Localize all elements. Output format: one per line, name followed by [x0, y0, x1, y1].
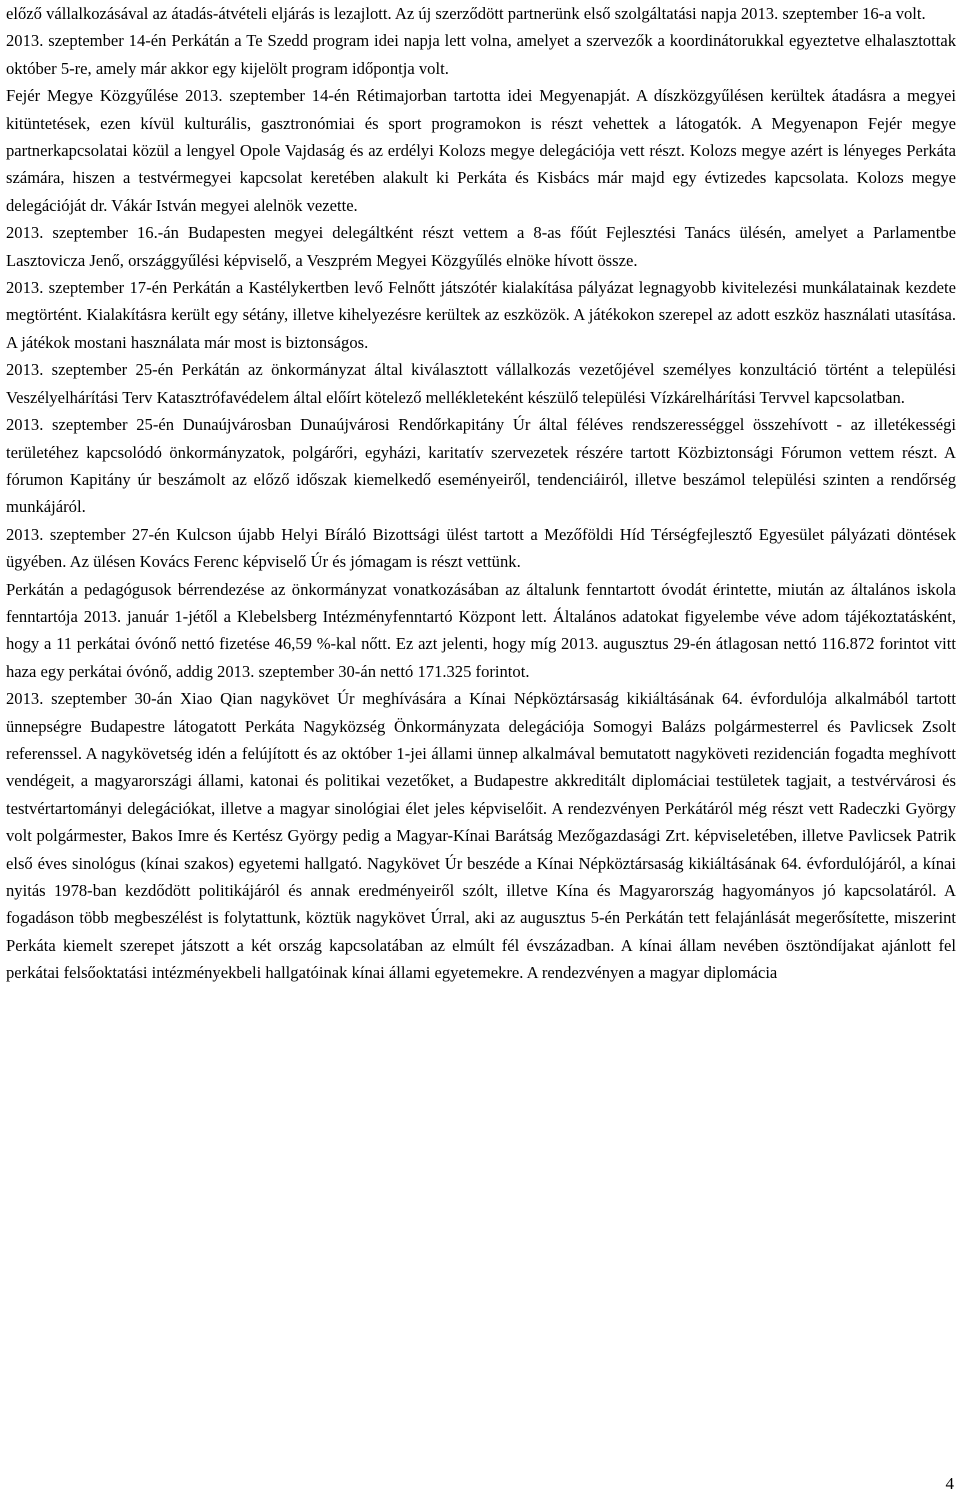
paragraph-adult-playground: 2013. szeptember 17-én Perkátán a Kastélykertben levő Felnőtt játszótér kialakítása pályázat legnagyobb kivitelezési munkálatainak kezdete megtörtént. Kialakításra került egy sétány, illetve kihelyezésre kerültek az eszközök. A játékokon szerepel az adott eszköz használati utasítása. A játékok mostani használata már most is biztonságos.: [6, 278, 956, 352]
page-number: 4: [945, 1474, 954, 1493]
paragraph-hazard-plan: 2013. szeptember 25-én Perkátán az önkormányzat által kiválasztott vállalkozás vezetőjével személyes konzultáció történt a települési Veszélyelhárítási Terv Katasztrófavédelem által előírt kötelező mellékleteként készülő települési Vízkárelhárítási Tervvel kapcsolatban.: [6, 360, 956, 407]
paragraph-te-szedd: 2013. szeptember 14-én Perkátán a Te Szedd program idei napja lett volna, amelyet a szervezők a koordinátorukkal egyeztetve elhalasztottak október 5-re, amely már akkor egy kijelölt program időpontja volt.: [6, 31, 956, 78]
paragraph-review-committee: 2013. szeptember 27-én Kulcson újabb Helyi Bíráló Bizottsági ülést tartott a Mezőföldi Híd Térségfejlesztő Egyesület pályázati döntések ügyében. Az ülésen Kovács Ferenc képviselő Úr és jómagam is részt vettünk.: [6, 524, 956, 572]
paragraph-teacher-salaries: Perkátán a pedagógusok bérrendezése az önkormányzat vonatkozásában az általunk fenntartott óvodát érintette, miután az általános iskola fenntartója 2013. január 1-jétől a Klebelsberg Intézményfenntartó Központ lett. Általános adatokat figyelembe véve adom tájékoztatásként, hogy a 11 perkátai óvónő nettó fizetése 46,59 %-kal nőtt. Ez azt jelenti, hogy míg 2013. augusztus 29-én átlagosan nettó 116.872 forintot vitt haza egy perkátai óvónő, addig 2013. szeptember 30-án nettó 171.325 forintot.: [6, 579, 956, 681]
document-page: [6, 0, 956, 987]
paragraph-chinese-embassy: 2013. szeptember 30-án Xiao Qian nagykövet Úr meghívására a Kínai Népköztársaság kikiáltásának 64. évfordulója alkalmából tartott ünnepségre Budapestre látogatott Perkáta Nagyközség Önkormányzata delegációja Somogyi Balázs polgármesterrel és Pavlicsek Zsolt referenssel. A nagykövetség idén a felújított és az október 1-jei állami ünnep alkalmával bemutatott nagyköveti rezidencián fogadta meghívott vendégeit, a magyarországi állami, katonai és politikai vezetőket, a Budapestre akkreditált diplomáciai testületek tagjait, a testvérvárosi és testvértartományi delegációkat, illetve a magyar sinológiai élet jeles képviselőit. A rendezvényen Perkátáról még részt vett Radeczki György volt polgármester, Bakos Imre és Kertész György pedig a Magyar-Kínai Barátság Mezőgazdasági Zrt. képviseletében, illetve Pavlicsek Patrik első éves sinológus (kínai szakos) egyetemi hallgató. Nagykövet Úr beszéde a Kínai Népköztársaság kikiáltásának 64. évfordulójáról, a kínai nyitás 1978-ban kezdődött politikájáról és annak eredményeiről szólt, illetve Kína és Magyarország hagyományos jó kapcsolatáról. A fogadáson több megbeszélést is folytattunk, köztük nagykövet Úrral, aki az augusztus 5-én Perkátán tett felajánlását megerősítette, miszerint Perkáta kiemelt szerepet játszott a két ország kapcsolatában az elmúlt fél évszázadban. A kínai állam nevében ösztöndíjakat ajánlott fel perkátai felsőoktatási intézményekbeli hallgatóinak kínai állami egyetemekre. A rendezvényen a magyar diplomácia: [6, 689, 956, 983]
paragraph-route-8-council: 2013. szeptember 16.-án Budapesten megyei delegáltként részt vettem a 8-as főút Fejlesztési Tanács ülésén, amelyet a Parlamentbe Lasztovicza Jenő, országgyűlési képviselő, a Veszprém Megyei Közgyűlés elnöke hívott össze.: [6, 223, 956, 270]
paragraph-security-forum: 2013. szeptember 25-én Dunaújvárosban Dunaújvárosi Rendőrkapitány Úr által féléves rendszerességgel összehívott - az illetékességi területéhez kapcsolódó önkormányzatok, polgárőri, egyházi, karitatív szervezetek részére tartott Közbiztonsági Fórumon vettem részt. A fórumon Kapitány úr beszámolt az előző időszak kiemelkedő eseményeiről, tendenciáiról, illetve beszámol települési szinten a rendőrség munkájáról.: [6, 415, 956, 517]
paragraph-county-day: Fejér Megye Közgyűlése 2013. szeptember 14-én Rétimajorban tartotta idei Megyenapját. A díszközgyűlésen kerültek átadásra a megyei kitüntetések, ezen kívül kulturális, gasztronómiai és sport programokon is részt vehettek a látogatók. A Megyenapon Fejér megye partnerkapcsolatai közül a lengyel Opole Vajdaság és az erdélyi Kolozs megye delegációja vett részt. Kolozs megye azért is lényeges Perkáta számára, hiszen a testvérmegyei kapcsolat keretében alakult ki Perkáta és Kisbács már majd egy évtizedes kapcsolata. Kolozs megye delegációját dr. Vákár István megyei alelnök vezette.: [6, 86, 956, 215]
paragraph-waste-contractor: előző vállalkozásával az átadás-átvételi eljárás is lezajlott. Az új szerződött partnerünk első szolgáltatási napja 2013. szeptember 16-a volt.: [6, 4, 926, 23]
